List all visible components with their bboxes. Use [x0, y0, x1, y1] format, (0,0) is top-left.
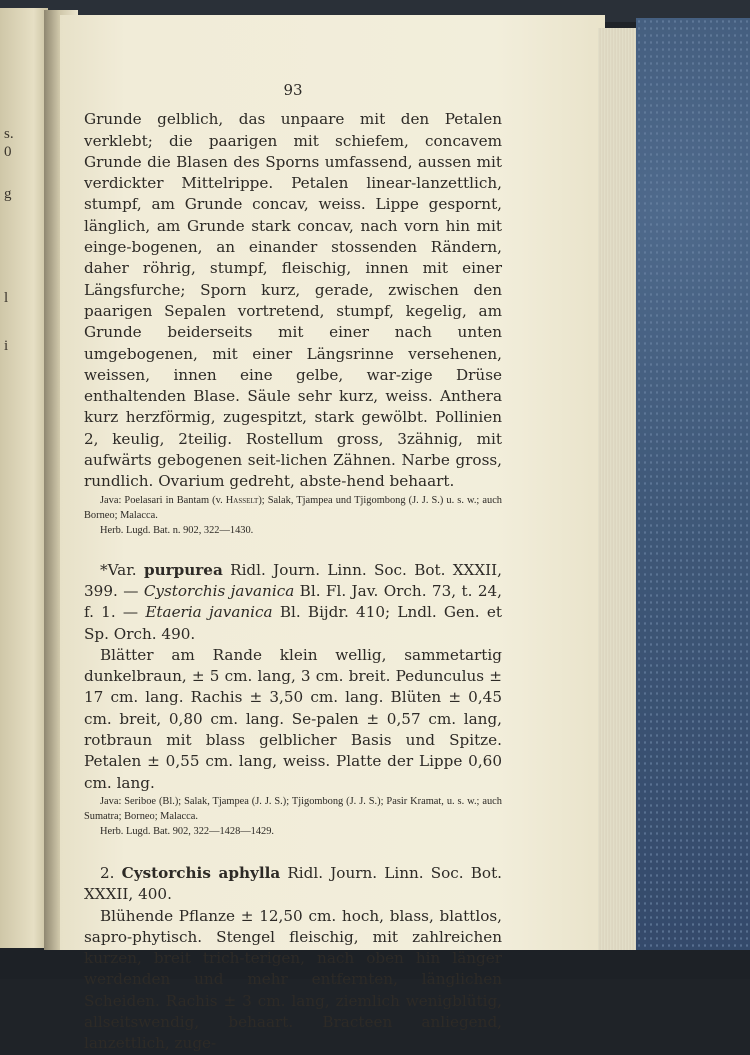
variety-heading — [84, 560, 502, 645]
left-page — [0, 8, 48, 948]
left-page-fragment: s. — [4, 126, 14, 142]
variety-marker: *Var. — [100, 560, 144, 579]
species-description: Blühende Pflanze ± 12,50 cm. hoch, blass, blattlos, sapro-phytisch. Stengel fleischig, mit zahlreichen kurzen, breit trich-terigen, nach oben hin länger werdenden und mehr entfernten, länglichen Scheiden. Rachis ± 3 cm. lang, ziemlich wenigblütig, allseitswendig, behaart. Bracteen anliegend, lanzettlich, zuge- — [84, 906, 502, 1053]
left-page-fragment: 0 — [4, 144, 12, 160]
left-page-fragment: l — [4, 290, 9, 306]
variety-description: Blätter am Rande klein wellig, sammetartig dunkelbraun, ± 5 cm. lang, 3 cm. breit. Pedunculus ± 17 cm. lang. Rachis ± 3,50 cm. lang. Blüten ± 0,45 cm. breit, 0,80 cm. lang. Se-palen ± 0,57 cm. lang, rotbraun mit blass gelblicher Basis und Spitze. Petalen ± 0,55 cm. lang, weiss. Platte der Lippe 0,60 cm. lang. — [84, 645, 502, 792]
collector-name: Hasselt — [225, 494, 259, 506]
species-reference: Ridl. Journ. Linn. Soc. Bot. XXXII, 400. — [84, 863, 503, 904]
description-paragraph: Grunde gelblich, das unpaare mit den Petalen verklebt; die paarigen mit schiefem, concavem Grunde die Blasen des Sporns umfassend, aussen mit verdickter Mittelrippe. Petalen linear-lanzettlich, stumpf, am Grunde concav, weiss. Lippe gespornt, länglich, am Grunde stark concav, nach vorn hin mit einge-bogenen, an einander stossenden Rändern, daher röhrig, stumpf, fleischig, innen mit einer Längsfurche; Sporn kurz, gerade, zwischen den paarigen Sepalen vortretend, stumpf, kegelig, am Grunde beiderseits mit einer nach unten umgebogenen, mit einer Längsrinne versehenen, weissen, innen eine gelbe, war-zige Drüse enthaltenden Blase. Säule sehr kurz, weiss. Anthera kurz herzförmig, zugespitzt, stark gewölbt. Pollinien 2, keulig, 2teilig. Rostellum gross, 3zähnig, mit aufwärts gebogenen seit-lichen Zähnen. Narbe gross, rundlich. Ovarium gedreht, abste-hend behaart. — [84, 110, 502, 491]
herbarium-note: Herb. Lugd. Bat. n. 902, 322—1430. — [100, 524, 254, 536]
variety-reference: Ridl. Journ. Linn. Soc. Bot. XXXII, 399. — — [84, 560, 503, 600]
species-name: Cystorchis aphylla — [121, 863, 281, 882]
synonym-name: Etaeria javanica — [145, 603, 273, 622]
locality-text: Java: Poelasari in Bantam (v. — [100, 494, 226, 506]
locality-note — [84, 493, 502, 523]
variety-name: purpurea — [143, 560, 223, 579]
page-number: 93 — [283, 81, 303, 99]
page-edges — [598, 28, 640, 958]
left-page-fragment: g — [4, 186, 12, 202]
page-content — [84, 80, 502, 1055]
species-number: 2. — [100, 863, 122, 882]
locality-text: ); Salak, Tjampea und Tjigombong (J. J. S.) u. s. w.; auch Borneo; Malacca. — [84, 494, 502, 521]
synonym-reference: Bl. Bijdr. 410; Lndl. Gen. et Sp. Orch. 490. — [84, 603, 502, 643]
synonym-name: Cystorchis javanica — [143, 581, 295, 600]
book-cover-right — [636, 18, 750, 968]
herbarium-note: Herb. Lugd. Bat. 902, 322—1428—1429. — [100, 825, 275, 837]
synonym-reference: Bl. Fl. Jav. Orch. 73, t. 24, f. 1. — — [84, 581, 502, 622]
locality-note: Java: Seriboe (Bl.); Salak, Tjampea (J. J. S.); Tjigombong (J. J. S.); Pasir Kramat, u. s. w.; auch Sumatra; Borneo; Malacca. — [84, 795, 502, 822]
species-heading — [84, 863, 502, 906]
left-page-fragment: i — [4, 338, 9, 354]
